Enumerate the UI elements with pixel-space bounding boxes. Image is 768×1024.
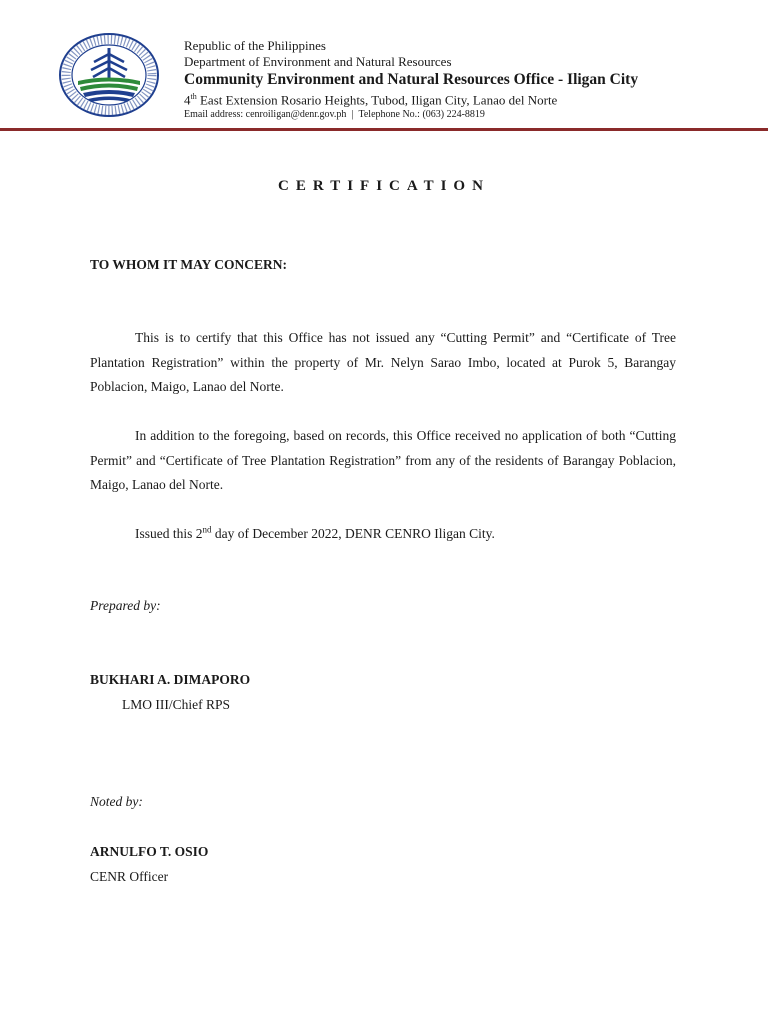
noted-by-title: CENR Officer bbox=[90, 869, 169, 884]
republic-line: Republic of the Philippines bbox=[184, 38, 326, 53]
paragraph-records: In addition to the foregoing, based on records, this Office received no application of both “Cutting Permit” and “Certificate of Tree Plantation Registration” from any of the residents of Barangay Poblacion, Maigo, Lanao del Norte. bbox=[90, 428, 676, 492]
paragraph-certification: This is to certify that this Office has not issued any “Cutting Permit” and “Certificate of Tree Plantation Registration” within the property of Mr. Nelyn Sarao Imbo, located at Purok 5, Barangay Poblacion, Maigo, Lanao del Norte. bbox=[90, 330, 676, 394]
prepared-by-name: BUKHARI A. DIMAPORO bbox=[90, 672, 251, 687]
prepared-by-label: Prepared by: bbox=[90, 598, 161, 613]
letterhead-text bbox=[184, 38, 638, 122]
department-line: Department of Environment and Natural Resources bbox=[184, 54, 452, 69]
paragraph-issued: Issued this 2nd day of December 2022, DENR CENRO Iligan City. bbox=[135, 524, 495, 541]
office-contact: Email address: cenroiligan@denr.gov.ph | Telephone No.: (063) 224-8819 bbox=[184, 109, 485, 121]
denr-logo bbox=[58, 32, 160, 118]
salutation: TO WHOM IT MAY CONCERN: bbox=[90, 257, 288, 272]
office-name: Community Environment and Natural Resources Office - Iligan City bbox=[184, 71, 639, 88]
noted-by-label: Noted by: bbox=[90, 794, 143, 809]
email-address: Email address: cenroiligan@denr.gov.ph bbox=[184, 109, 347, 121]
office-address: 4th East Extension Rosario Heights, Tubod, Iligan City, Lanao del Norte bbox=[184, 92, 558, 108]
telephone-number: Telephone No.: (063) 224-8819 bbox=[358, 109, 485, 121]
document-title: CERTIFICATION bbox=[278, 178, 490, 194]
noted-by-name: ARNULFO T. OSIO bbox=[90, 844, 209, 859]
header-rule bbox=[0, 128, 768, 131]
prepared-by-title: LMO III/Chief RPS bbox=[122, 697, 230, 712]
